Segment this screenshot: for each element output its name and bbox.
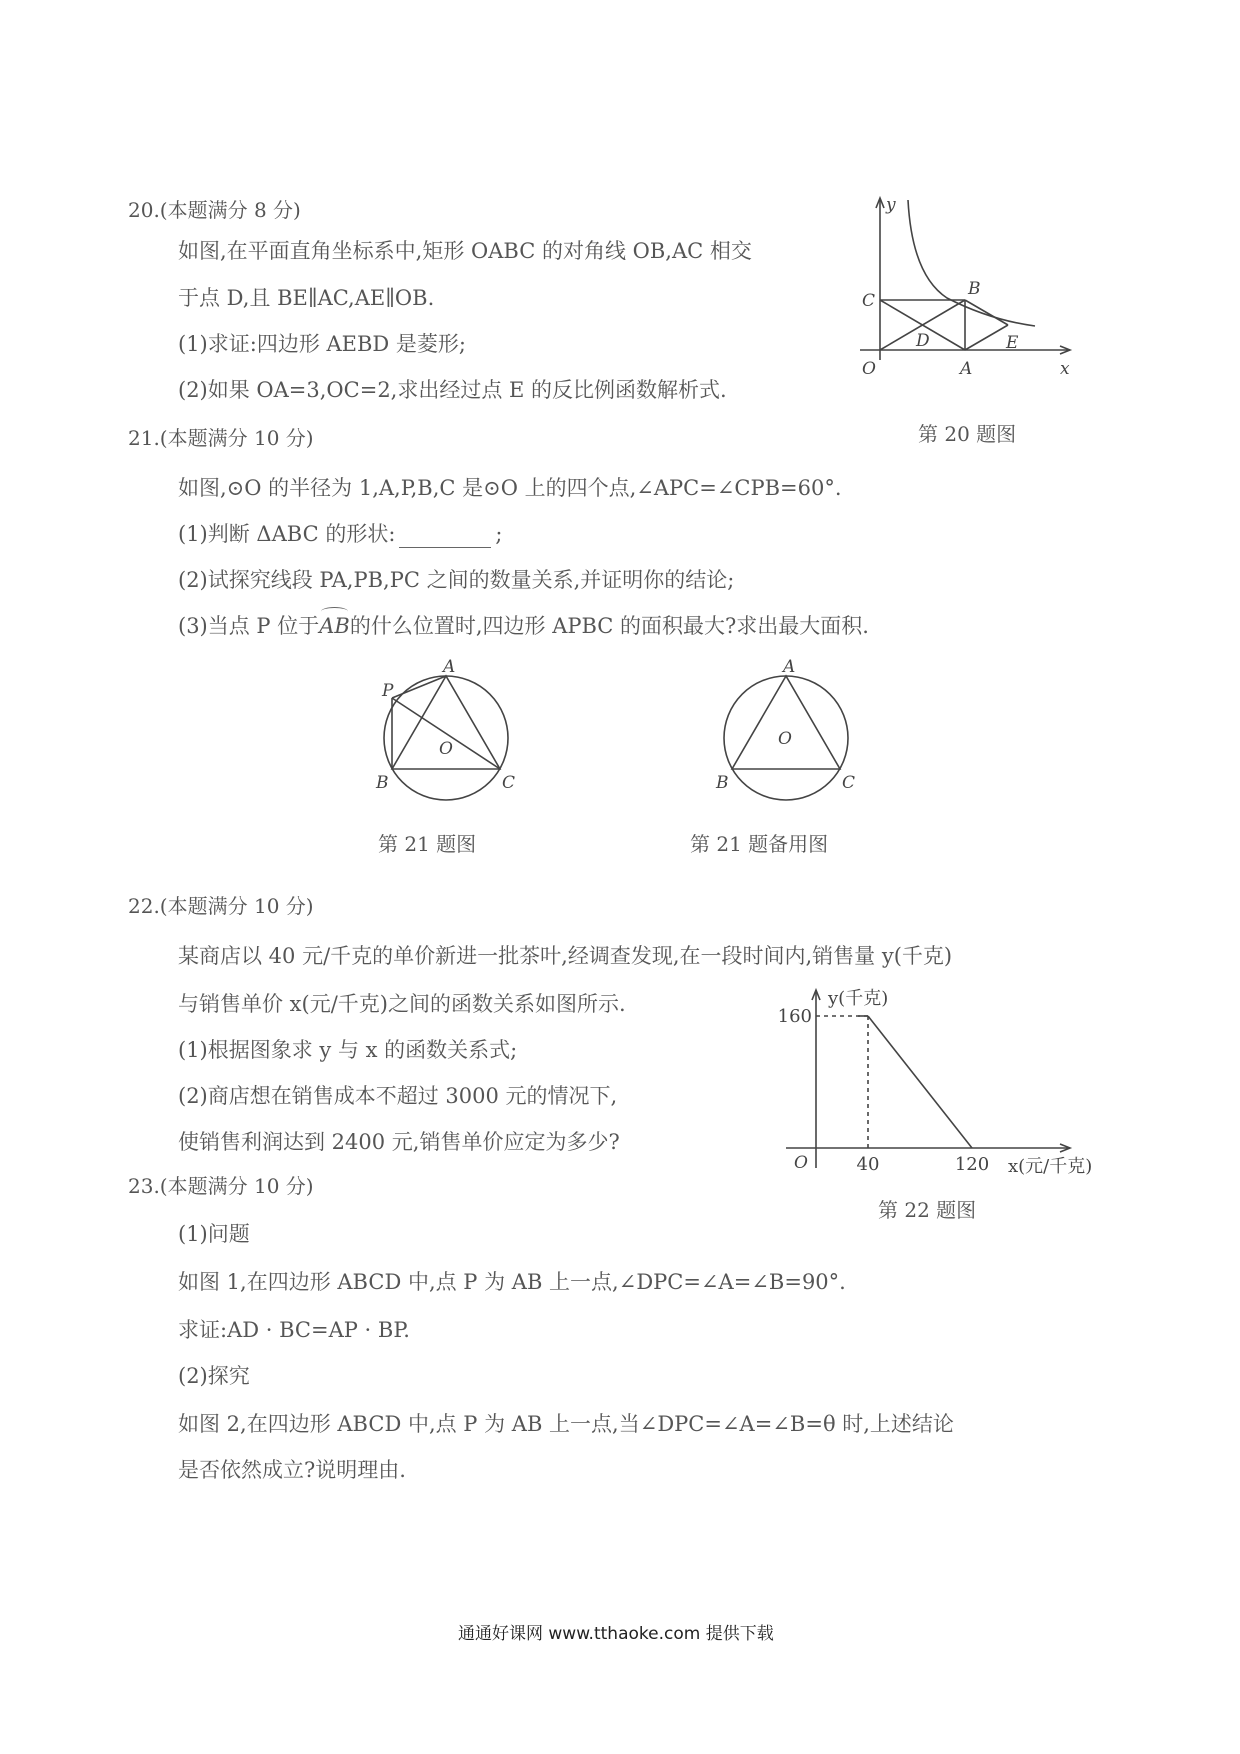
q21-fig1-circle xyxy=(384,676,508,800)
q23-line1: 如图 1,在四边形 ABCD 中,点 P 为 AB 上一点,∠DPC=∠A=∠B=90°. xyxy=(178,1270,846,1294)
q20-label-c: C xyxy=(862,291,876,311)
q23-sub1: (1)问题 xyxy=(178,1222,250,1246)
q21-fig2-label-b: B xyxy=(716,773,729,793)
q21-fig2-label-c: C xyxy=(842,773,856,793)
q21-arc-ab: AB xyxy=(319,614,350,638)
q22-x-tick-40: 40 xyxy=(856,1154,880,1175)
q20-part2: (2)如果 OA=3,OC=2,求出经过点 E 的反比例函数解析式. xyxy=(178,378,727,402)
q22-caption: 第 22 题图 xyxy=(878,1198,977,1222)
q22-part3: 使销售利润达到 2400 元,销售单价应定为多少? xyxy=(178,1130,620,1154)
q21-part3-post: 的什么位置时,四边形 APBC 的面积最大?求出最大面积. xyxy=(349,614,869,638)
q21-fig2-triangle xyxy=(732,676,840,769)
q20-label-y: y xyxy=(886,195,896,215)
q21-part3-row xyxy=(178,612,869,640)
q23-line4: 是否依然成立?说明理由. xyxy=(178,1458,406,1482)
q21-part1-row xyxy=(178,520,502,548)
q20-part1: (1)求证:四边形 AEBD 是菱形; xyxy=(178,332,467,356)
q20-ae xyxy=(965,325,1008,350)
q21-fig1-pa xyxy=(392,676,446,698)
q21-part1: (1)判断 ΔABC 的形状: xyxy=(178,522,396,546)
q21-part3-pre: (3)当点 P 位于 xyxy=(178,614,320,638)
q21-fig2-caption: 第 21 题备用图 xyxy=(690,832,829,856)
q20-label-d: D xyxy=(916,331,930,351)
q22-header: 22.(本题满分 10 分) xyxy=(128,894,314,918)
q22-part1: (1)根据图象求 y 与 x 的函数关系式; xyxy=(178,1038,518,1062)
q20-label-a: A xyxy=(960,359,973,379)
q22-line1: 某商店以 40 元/千克的单价新进一批茶叶,经调查发现,在一段时间内,销售量 y(千克) xyxy=(178,944,953,968)
footer-credit: 通通好课网 www.tthaoke.com 提供下载 xyxy=(458,1624,774,1644)
q22-y-label: y(千克) xyxy=(828,988,889,1009)
q22-part2: (2)商店想在销售成本不超过 3000 元的情况下, xyxy=(178,1084,618,1108)
q23-header: 23.(本题满分 10 分) xyxy=(128,1174,314,1198)
q21-fig2-label-o: O xyxy=(778,729,792,749)
q22-y-tick-160: 160 xyxy=(777,1006,812,1027)
q21-fig1-label-a: A xyxy=(443,657,456,677)
q22-x-label: x(元/千克) xyxy=(1008,1156,1093,1177)
q23-line3: 如图 2,在四边形 ABCD 中,点 P 为 AB 上一点,当∠DPC=∠A=∠B=θ 时,上述结论 xyxy=(178,1412,954,1436)
q21-fig1-label-c: C xyxy=(502,773,516,793)
q22-origin-label: O xyxy=(794,1153,808,1173)
q20-header: 20.(本题满分 8 分) xyxy=(128,198,301,222)
q20-hyperbola xyxy=(908,200,1035,326)
q23-sub2: (2)探究 xyxy=(178,1364,250,1388)
q22-line2: 与销售单价 x(元/千克)之间的函数关系如图所示. xyxy=(178,992,626,1016)
q20-label-o: O xyxy=(862,359,876,379)
q20-label-x: x xyxy=(1060,359,1070,379)
q20-be xyxy=(965,300,1008,325)
q21-header: 21.(本题满分 10 分) xyxy=(128,426,314,450)
q20-label-e: E xyxy=(1006,333,1019,353)
q21-part1-end: ; xyxy=(495,522,503,546)
q20-line1: 如图,在平面直角坐标系中,矩形 OABC 的对角线 OB,AC 相交 xyxy=(178,239,752,263)
q21-figure-2 xyxy=(710,657,870,810)
q21-fig1-label-b: B xyxy=(376,773,389,793)
q21-part2: (2)试探究线段 PA,PB,PC 之间的数量关系,并证明你的结论; xyxy=(178,568,735,592)
q21-line1: 如图,⊙O 的半径为 1,A,P,B,C 是⊙O 上的四个点,∠APC=∠CPB=60°. xyxy=(178,476,842,500)
q20-figure xyxy=(850,190,1090,390)
q21-figure-1 xyxy=(370,657,530,810)
q21-fig1-caption: 第 21 题图 xyxy=(378,832,477,856)
q23-line2: 求证:AD · BC=AP · BP. xyxy=(178,1318,410,1342)
q20-label-b: B xyxy=(968,279,981,299)
q21-answer-blank[interactable] xyxy=(399,525,491,548)
q22-x-tick-120: 120 xyxy=(954,1154,990,1175)
q21-fig1-label-p: P xyxy=(382,681,394,701)
q21-fig1-label-o: O xyxy=(439,739,453,759)
q22-chart xyxy=(770,980,1100,1180)
q20-caption: 第 20 题图 xyxy=(918,422,1017,446)
q20-line2: 于点 D,且 BE∥AC,AE∥OB. xyxy=(178,286,435,310)
q21-fig2-label-a: A xyxy=(783,657,796,677)
q22-series-line xyxy=(868,1016,972,1148)
